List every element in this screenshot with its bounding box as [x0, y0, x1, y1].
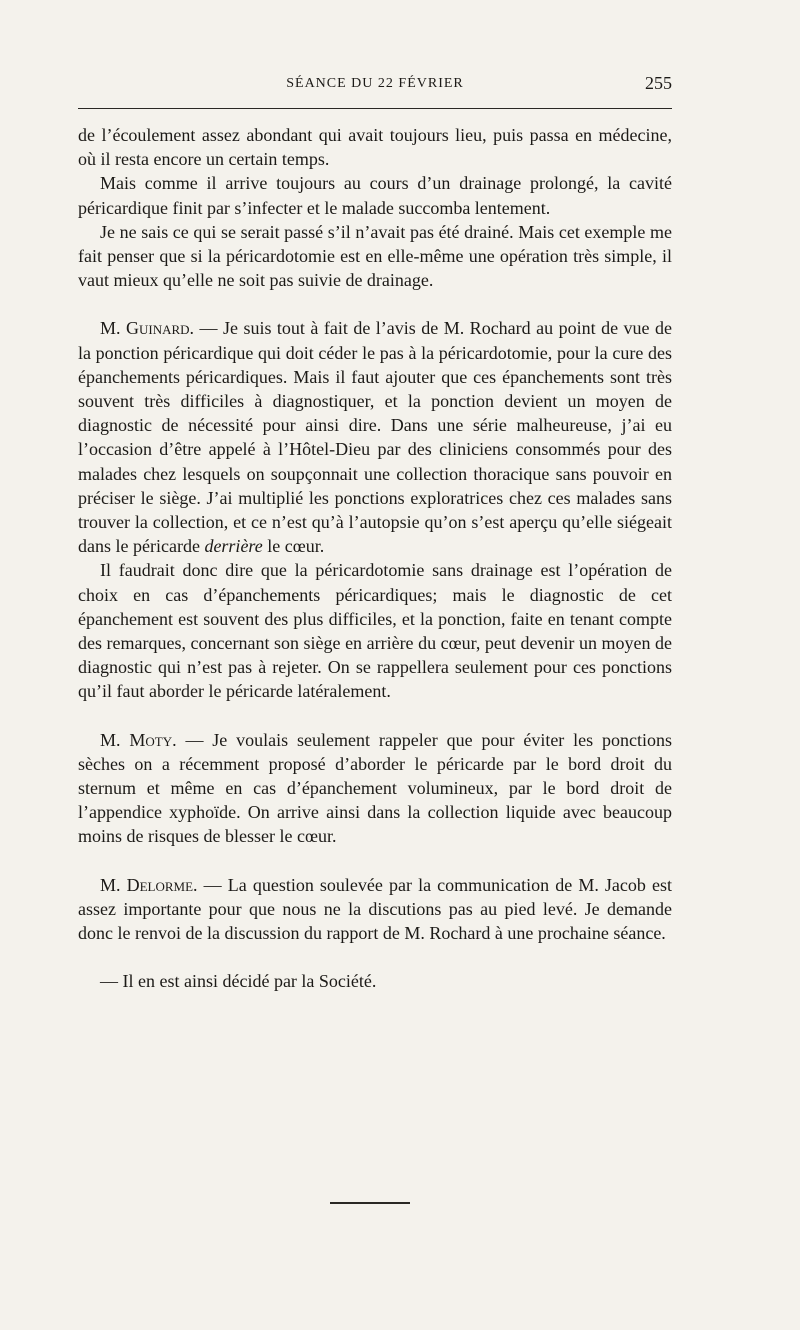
- paragraph-guinard-continued: Il faudrait donc dire que la péricardotomie sans drainage est l’opération de choix en cas d’épanchements péricardiques; mais le diagnostic de cet épanchement est souvent des plus difficiles, et la ponction, faite en tenant compte des remarques, concernant son siège en arrière du cœur, peut devenir un moyen de diagnostic qui n’est pas à rejeter. On se rappellera seulement pour ces ponctions qu’il faut aborder le péricarde latéralement.: [78, 560, 672, 702]
- page-number: 255: [645, 73, 672, 93]
- header-rule: [78, 108, 672, 109]
- guinard-emphasis: derrière: [204, 536, 263, 557]
- guinard-text: — Je suis tout à fait de l’avis de M. Rochard au point de vue de la ponction péricardique qui doit céder le pas à la péricardotomie, pour la cure des épanchements péricardiques. Mais il faut ajouter que ces épanchements sont très souvent très difficiles à diagnostiquer, et la ponction devient un moyen de diagnostic de nécessité pour ainsi dire. Dans une série malheureuse, j’ai eu l’occasion d’être appelé à l’Hôtel-Dieu par des cliniciens consommés pour des malades chez lesquels on soupçonnait une collection thoracique sans pouvoir en préciser le siège. J’ai multiplié les ponctions exploratrices chez ces malades sans trouver la collection, et ce n’est qu’à l’autopsie qu’on s’est aperçu qu’elle siégeait dans le péricarde: [78, 318, 672, 557]
- speaker-guinard: M. Guinard.: [100, 318, 195, 339]
- end-rule: [330, 1202, 410, 1204]
- page-body: [78, 123, 672, 994]
- speaker-delorme: M. Delorme.: [100, 874, 198, 895]
- paragraph-continuation: de l’écoulement assez abondant qui avait toujours lieu, puis passa en médecine, où il resta encore un certain temps.: [78, 125, 672, 170]
- paragraph-guinard: [78, 316, 672, 558]
- paragraph-drainage: Mais comme il arrive toujours au cours d’un drainage prolongé, la cavité péricardique finit par s’infecter et le malade succomba lentement.: [78, 173, 672, 218]
- guinard-text-end: le cœur.: [262, 536, 325, 557]
- paragraph-opinion: Je ne sais ce qui se serait passé s’il n’avait pas été drainé. Mais cet exemple me fait penser que si la péricardotomie est en elle-même une opération très simple, il vaut mieux qu’elle ne soit pas suivie de drainage.: [78, 221, 672, 291]
- paragraph-moty: [78, 728, 672, 849]
- delorme-text: — La question soulevée par la communication de M. Jacob est assez importante pour que nous ne la discutions pas au pied levé. Je demande donc le renvoi de la discussion du rapport de M. Rochard à une prochaine séance.: [78, 874, 672, 944]
- running-title: SÉANCE DU 22 FÉVRIER: [286, 76, 464, 91]
- speaker-moty: M. Moty.: [100, 729, 177, 750]
- paragraph-delorme: [78, 873, 672, 946]
- running-head: [78, 72, 672, 96]
- paragraph-decision: — Il en est ainsi décidé par la Société.: [100, 971, 377, 992]
- moty-text: — Je voulais seulement rappeler que pour éviter les ponctions sèches on a récemment proposé d’aborder le péricarde par le bord droit du sternum et même en cas d’épanchement volumineux, par le bord droit de l’appendice xyphoïde. On arrive ainsi dans la collection liquide avec beaucoup moins de risques de blesser le cœur.: [78, 729, 673, 847]
